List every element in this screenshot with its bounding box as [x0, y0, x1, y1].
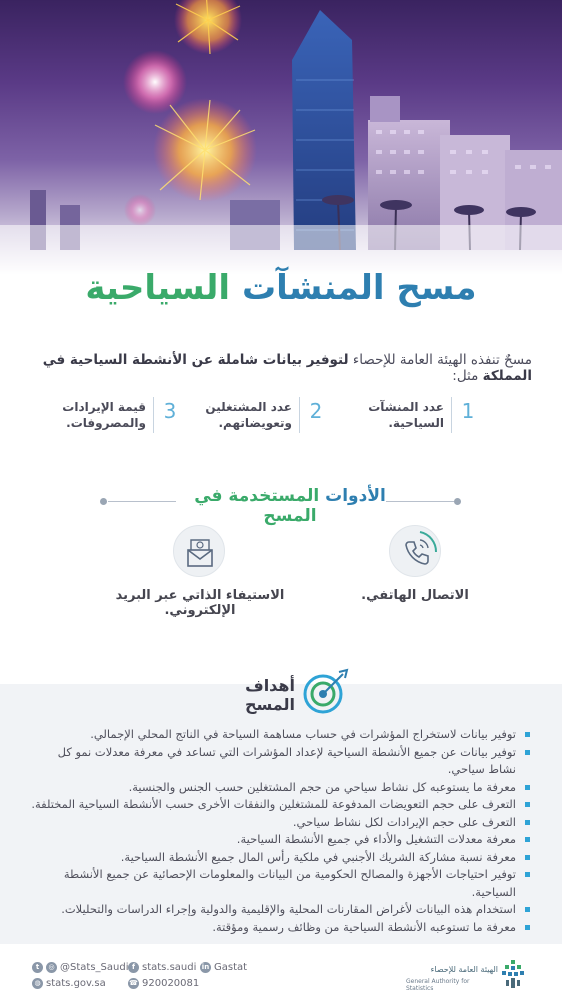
- list-item: معرفة ما يستوعبه كل نشاط سياحي من حجم المشتغلين حسب الجنس والجنسية.: [30, 779, 530, 797]
- heading-line: [108, 501, 176, 502]
- hero-image: [0, 0, 562, 275]
- list-item: معرفة ما تستوعبه الأنشطة السياحية من وظائف رسمية ومؤقتة.: [30, 919, 530, 937]
- item-text: عدد المنشآت السياحية.: [368, 400, 444, 431]
- item-divider: [451, 397, 452, 433]
- twitter-icon: t: [32, 962, 43, 973]
- item-number: 2: [309, 399, 323, 423]
- intro-suffix: مثل:: [452, 368, 483, 384]
- item-3: [32, 395, 182, 437]
- globe-icon: ◍: [32, 978, 43, 989]
- item-text: عدد المشتغلين وتعويضاتهم.: [205, 400, 292, 431]
- website-link[interactable]: [32, 978, 106, 989]
- logo-english: General Authority for Statistics: [406, 978, 470, 992]
- tools-heading-a: الأدوات: [325, 486, 386, 506]
- phone-contact[interactable]: [128, 978, 199, 989]
- list-item: توفير بيانات عن جميع الأنشطة السياحية لإعداد المؤشرات التي تساعد في معرفة معدلات نمو كل نشاط سياحي.: [30, 744, 530, 779]
- linkedin-handle: Gastat: [214, 962, 248, 973]
- goals-list: [30, 726, 530, 936]
- list-item: معرفة نسبة مشاركة الشريك الأجنبي في ملكية رأس المال جميع الأنشطة السياحية.: [30, 849, 530, 867]
- item-divider: [299, 397, 300, 433]
- facebook-icon: f: [128, 962, 139, 973]
- gastat-logo: [406, 956, 526, 996]
- list-item: توفير بيانات لاستخراج المؤشرات في حساب مساهمة السياحة في الناتج المحلي الإجمالي.: [30, 726, 530, 744]
- page-title: [0, 268, 562, 308]
- item-1: [330, 395, 480, 437]
- phone-label: الاتصال الهاتفي.: [361, 588, 469, 603]
- footer: [0, 950, 562, 1000]
- survey-data-items: [0, 395, 562, 445]
- social-linkedin[interactable]: [200, 962, 247, 973]
- goals-heading: [195, 666, 355, 714]
- heading-dot: [454, 498, 461, 505]
- email-icon: [173, 525, 225, 577]
- gastat-logo-mark: [500, 958, 526, 990]
- title-part-a: مسح المنشآت: [241, 268, 477, 308]
- target-icon: [295, 666, 355, 716]
- heading-line: [386, 501, 454, 502]
- list-item: التعرف على حجم التعويضات المدفوعة للمشتغلين والنفقات الأخرى حسب الأنشطة السياحية المختلفة.: [30, 796, 530, 814]
- phone-small-icon: ☎: [129, 979, 138, 987]
- list-item: التعرف على حجم الإيرادات لكل نشاط سياحي.: [30, 814, 530, 832]
- goals-title: أهداف المسح: [244, 676, 295, 714]
- intro-prefix: مسحٌ تنفذه الهيئة العامة للإحصاء: [348, 352, 532, 368]
- item-2: [178, 395, 328, 437]
- intro-bold: لتوفير بيانات شاملة عن الأنشطة السياحية في المملكة: [42, 352, 532, 384]
- item-text: قيمة الإيرادات والمصروفات.: [62, 400, 146, 431]
- title-part-b: السياحية: [85, 268, 231, 308]
- item-divider: [153, 397, 154, 433]
- list-item: توفير احتياجات الأجهزة والمصالح الحكومية من البيانات والمعلومات الإحصائية عن جميع الأنشطة السياحية.: [30, 866, 530, 901]
- logo-arabic: الهيئة العامة للإحصاء: [430, 965, 498, 974]
- tools-heading-label: [180, 486, 400, 526]
- instagram-icon: ◎: [46, 962, 57, 973]
- website-url: stats.gov.sa: [46, 978, 106, 989]
- list-item: استخدام هذه البيانات لأغراض المقارنات المحلية والإقليمية والدولية وإجراء الدراسات والتحليلات.: [30, 901, 530, 919]
- item-number: 3: [163, 399, 177, 423]
- list-item: معرفة معدلات التشغيل والأداء في جميع الأنشطة السياحية.: [30, 831, 530, 849]
- heading-dot: [100, 498, 107, 505]
- tools-heading: [100, 486, 462, 526]
- city-skyline-fireworks: [0, 0, 562, 275]
- facebook-handle: stats.saudi: [142, 962, 197, 973]
- item-number: 1: [461, 399, 475, 423]
- social-facebook[interactable]: [128, 962, 196, 973]
- phone-number: 920020081: [142, 978, 200, 989]
- intro-text: [22, 352, 532, 384]
- linkedin-icon: in: [201, 963, 210, 971]
- phone-icon: [389, 525, 441, 577]
- twitter-handle: @Stats_Saudi: [60, 962, 129, 973]
- tools-heading-b: المستخدمة في المسح: [194, 486, 320, 526]
- social-twitter-instagram[interactable]: [32, 962, 128, 973]
- email-label: الاستيفاء الذاتي عبر البريد الإلكتروني.: [115, 588, 285, 618]
